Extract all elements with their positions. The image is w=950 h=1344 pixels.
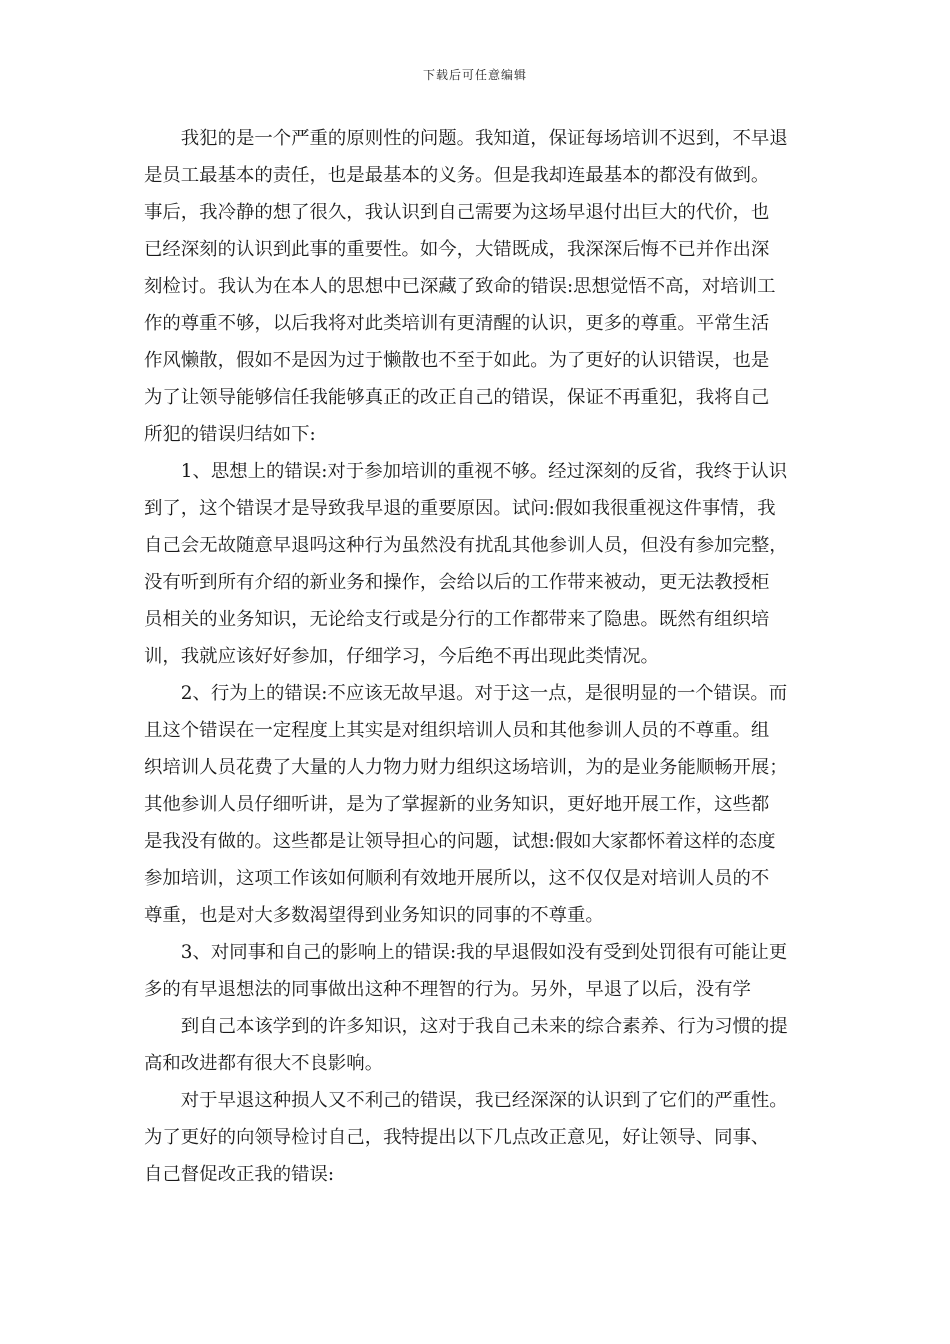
text-line: 事后，我冷静的想了很久，我认识到自己需要为这场早退付出巨大的代价，也 [144, 202, 770, 223]
text-line: 3、对同事和自己的影响上的错误:我的早退假如没有受到处罚很有可能让更 [144, 942, 788, 963]
text-line: 已经深刻的认识到此事的重要性。如今，大错既成，我深深后悔不已并作出深 [144, 239, 770, 260]
text-line: 训，我就应该好好参加，仔细学习，今后绝不再出现此类情况。 [144, 646, 659, 667]
text-line: 参加培训，这项工作该如何顺利有效地开展所以，这不仅仅是对培训人员的不 [144, 868, 770, 889]
text-line: 自己会无故随意早退吗这种行为虽然没有扰乱其他参训人员，但没有参加完整， [144, 535, 788, 556]
text-line: 为了更好的向领导检讨自己，我特提出以下几点改正意见，好让领导、同事、 [144, 1127, 770, 1148]
text-line: 尊重，也是对大多数渴望得到业务知识的同事的不尊重。 [144, 905, 604, 926]
text-line: 且这个错误在一定程度上其实是对组织培训人员和其他参训人员的不尊重。组 [144, 720, 770, 741]
text-line: 2、行为上的错误:不应该无故早退。对于这一点，是很明显的一个错误。而 [144, 683, 788, 704]
text-line: 到自己本该学到的许多知识，这对于我自己未来的综合素养、行为习惯的提 [144, 1016, 788, 1037]
text-line: 所犯的错误归结如下: [144, 424, 316, 445]
text-line: 刻检讨。我认为在本人的思想中已深藏了致命的错误:思想觉悟不高，对培训工 [144, 276, 776, 297]
text-line: 其他参训人员仔细听讲，是为了掌握新的业务知识，更好地开展工作，这些都 [144, 794, 770, 815]
text-line: 没有听到所有介绍的新业务和操作，会给以后的工作带来被动，更无法教授柜 [144, 572, 770, 593]
text-line: 员相关的业务知识，无论给支行或是分行的工作都带来了隐患。既然有组织培 [144, 609, 770, 630]
text-line: 是我没有做的。这些都是让领导担心的问题，试想:假如大家都怀着这样的态度 [144, 831, 776, 852]
text-line: 自己督促改正我的错误: [144, 1164, 335, 1185]
text-line: 作风懒散，假如不是因为过于懒散也不至于如此。为了更好的认识错误，也是 [144, 350, 770, 371]
text-line: 作的尊重不够，以后我将对此类培训有更清醒的认识，更多的尊重。平常生活 [144, 313, 770, 334]
page-header: 下载后可任意编辑 [422, 68, 527, 82]
text-line: 高和改进都有很大不良影响。 [144, 1053, 384, 1074]
document-body [144, 120, 816, 1193]
text-line: 是员工最基本的责任，也是最基本的义务。但是我却连最基本的都没有做到。 [144, 165, 770, 186]
text-line: 到了，这个错误才是导致我早退的重要原因。试问:假如我很重视这件事情，我 [144, 498, 776, 519]
text-line: 织培训人员花费了大量的人力物力财力组织这场培训，为的是业务能顺畅开展； [144, 757, 788, 778]
text-line: 为了让领导能够信任我能够真正的改正自己的错误，保证不再重犯，我将自己 [144, 387, 770, 408]
text-line: 我犯的是一个严重的原则性的问题。我知道，保证每场培训不迟到，不早退 [144, 128, 788, 149]
text-line: 多的有早退想法的同事做出这种不理智的行为。另外，早退了以后，没有学 [144, 979, 751, 1000]
text-line: 1、思想上的错误:对于参加培训的重视不够。经过深刻的反省，我终于认识 [144, 461, 788, 482]
text-line: 对于早退这种损人又不利己的错误，我已经深深的认识到了它们的严重性。 [144, 1090, 788, 1111]
